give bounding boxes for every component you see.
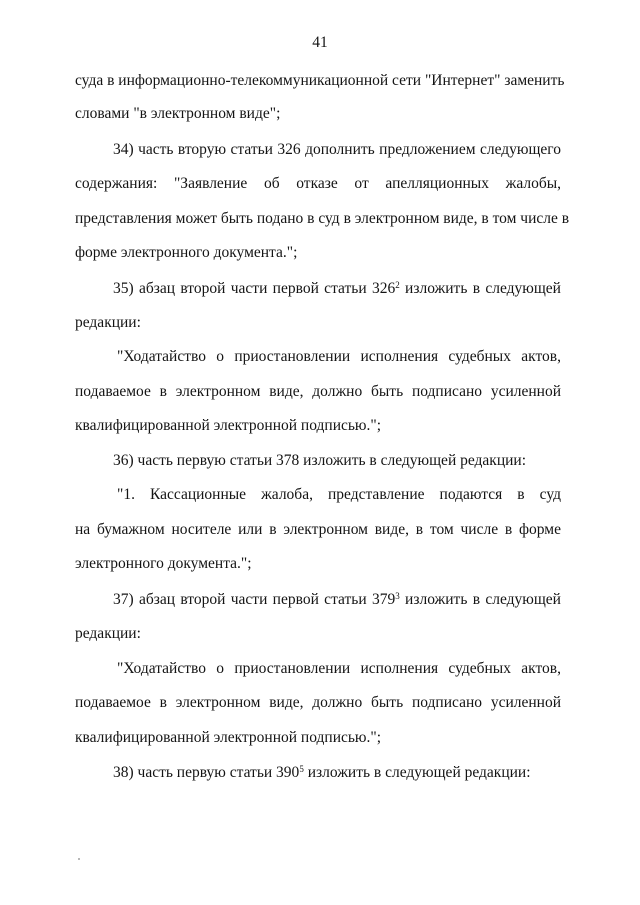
text-span: 35) абзац второй части первой статьи 326 <box>113 280 396 297</box>
text-line: квалифицированной электронной подписью."; <box>75 729 382 746</box>
text-line: редакции: <box>75 625 141 642</box>
text-span: 37) абзац второй части первой статьи 379 <box>113 591 396 608</box>
quote-line: "1. Кассационные жалоба, представление подаются в суд <box>117 486 561 503</box>
text-line: электронного документа."; <box>75 555 252 572</box>
paragraph-36-line: 36) часть первую статьи 378 изложить в следующей редакции: <box>113 452 527 469</box>
paragraph-35-line <box>113 279 561 299</box>
text-line: на бумажном носителе или в электронном виде, в том числе в форме <box>75 521 561 538</box>
text-line: содержания: "Заявление об отказе от апелляционных жалобы, <box>75 175 561 192</box>
scan-speck <box>78 858 80 860</box>
paragraph-34-line: 34) часть вторую статьи 326 дополнить предложением следующего <box>113 141 561 158</box>
quote-line: "Ходатайство о приостановлении исполнения судебных актов, <box>117 348 561 365</box>
text-span: изложить в следующей <box>399 280 561 297</box>
paragraph-38-line <box>113 763 561 783</box>
page-number: 41 <box>312 34 328 51</box>
superscript: 5 <box>299 764 304 774</box>
paragraph-37-line <box>113 590 561 610</box>
text-line: словами "в электронном виде"; <box>75 105 281 122</box>
text-line: подаваемое в электронном виде, должно быть подписано усиленной <box>75 383 561 400</box>
text-line: форме электронного документа."; <box>75 244 298 261</box>
superscript: 2 <box>395 280 400 290</box>
text-line: редакции: <box>75 314 141 331</box>
text-line: представления может быть подано в суд в электронном виде, в том числе в <box>75 210 570 227</box>
text-span: изложить в следующей <box>399 591 561 608</box>
superscript: 3 <box>395 591 400 601</box>
quote-line: "Ходатайство о приостановлении исполнения судебных актов, <box>117 660 561 677</box>
text-span: 38) часть первую статьи 390 <box>113 764 300 781</box>
text-line: суда в информационно-телекоммуникационной сети "Интернет" заменить <box>75 72 565 89</box>
text-line: квалифицированной электронной подписью."; <box>75 417 382 434</box>
text-span: изложить в следующей редакции: <box>303 764 531 781</box>
text-line: подаваемое в электронном виде, должно быть подписано усиленной <box>75 694 561 711</box>
